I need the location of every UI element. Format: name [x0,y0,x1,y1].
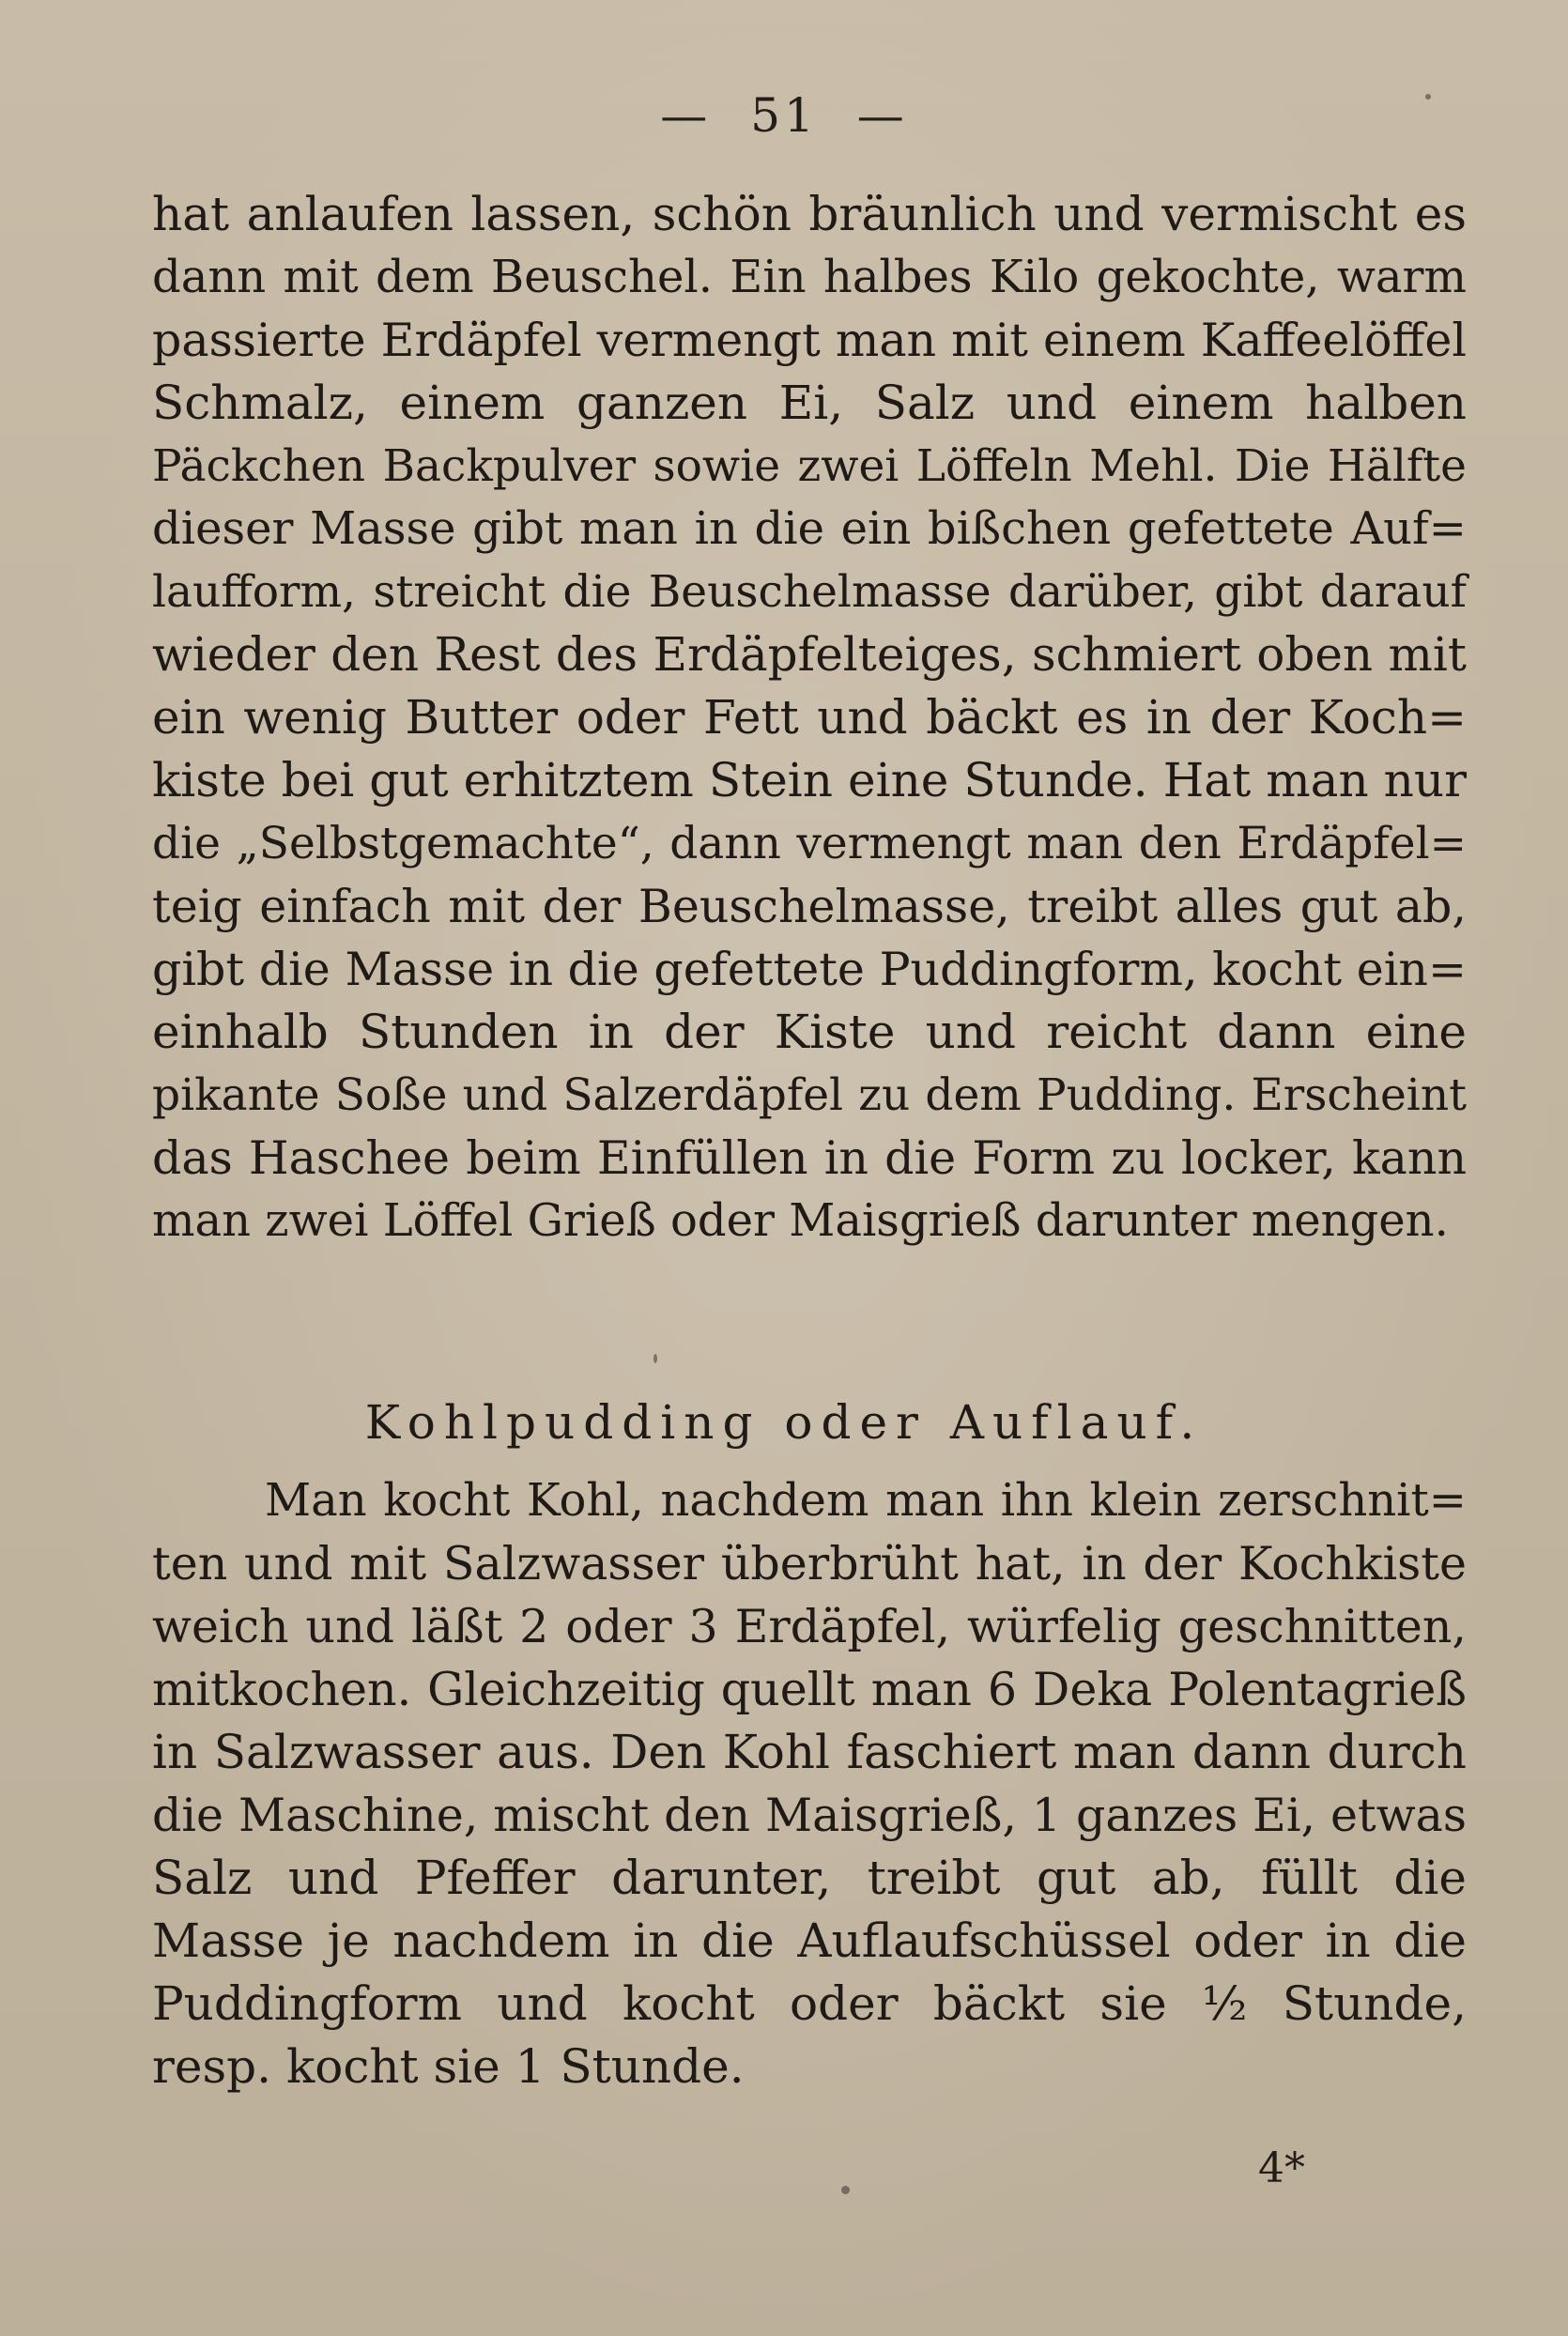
page-header [0,83,1568,148]
text-line: ein wenig Butter oder Fett und bäckt es in der Koch= [152,690,1467,745]
text-line: wieder den Rest des Erdäpfelteiges, schmiert oben mit [152,627,1467,682]
text-line: ten und mit Salzwasser überbrüht hat, in der Kochkiste [152,1537,1467,1591]
text-line: resp. kocht sie 1 Stunde. [152,2039,745,2094]
page-number: 51 [750,88,818,143]
text-line: passierte Erdäpfel vermengt man mit einem Kaffeelöffel [152,314,1467,367]
text-line: pikante Soße und Salzerdäpfel zu dem Pudding. Erscheint [152,1069,1467,1121]
text-line: Schmalz, einem ganzen Ei, Salz und einem halben [152,376,1467,430]
signature-mark: 4* [1258,2144,1305,2192]
header-dash-right: — [856,88,908,143]
ink-speck [841,2186,850,2194]
text-line: dieser Masse gibt man in die ein bißchen gefettete Auf= [152,502,1467,555]
text-line: Man kocht Kohl, nachdem man ihn klein zerschnit= [265,1474,1467,1527]
text-line: gibt die Masse in die gefettete Puddingform, kocht ein= [152,943,1467,996]
text-line: weich und läßt 2 oder 3 Erdäpfel, würfelig geschnitten, [152,1600,1467,1653]
section-title: Kohlpudding oder Auflauf. [364,1395,1204,1450]
text-line: Salz und Pfeffer darunter, treibt gut ab, füllt die [152,1851,1467,1905]
text-line: laufform, streicht die Beuschelmasse darüber, gibt darauf [152,566,1467,618]
text-line: in Salzwasser aus. Den Kohl faschiert man dann durch [152,1725,1467,1779]
text-line: die Maschine, mischt den Maisgrieß, 1 ganzes Ei, etwas [152,1789,1467,1842]
text-line: Masse je nachdem in die Auflaufschüssel oder in die [152,1913,1467,1968]
header-dash-left: — [660,88,712,143]
recipe-paragraph-1 [152,183,1467,1253]
ink-speck [653,1354,657,1363]
text-line: mitkochen. Gleichzeitig quellt man 6 Deka Polentagrieß [152,1663,1467,1716]
text-line: man zwei Löffel Grieß oder Maisgrieß darunter mengen. [152,1194,1449,1247]
text-line: hat anlaufen lassen, schön bräunlich und vermischt es [152,187,1467,241]
text-line: dann mit dem Beuschel. Ein halbes Kilo gekochte, warm [152,251,1467,303]
text-line: das Haschee beim Einfüllen in die Form zu locker, kann [152,1131,1467,1185]
text-line: Päckchen Backpulver sowie zwei Löffeln Mehl. Die Hälfte [152,440,1467,492]
text-line: teig einfach mit der Beuschelmasse, treibt alles gut ab, [152,880,1467,933]
text-line: kiste bei gut erhitztem Stein eine Stunde. Hat man nur [152,753,1467,807]
ink-speck [1425,94,1431,100]
recipe-paragraph-2 [152,1469,1467,2098]
text-line: die „Selbstgemachte“, dann vermengt man den Erdäpfel= [152,818,1467,869]
text-line: einhalb Stunden in der Kiste und reicht dann eine [152,1005,1467,1059]
text-line: Puddingform und kocht oder bäckt sie ½ Stunde, [152,1976,1467,2031]
